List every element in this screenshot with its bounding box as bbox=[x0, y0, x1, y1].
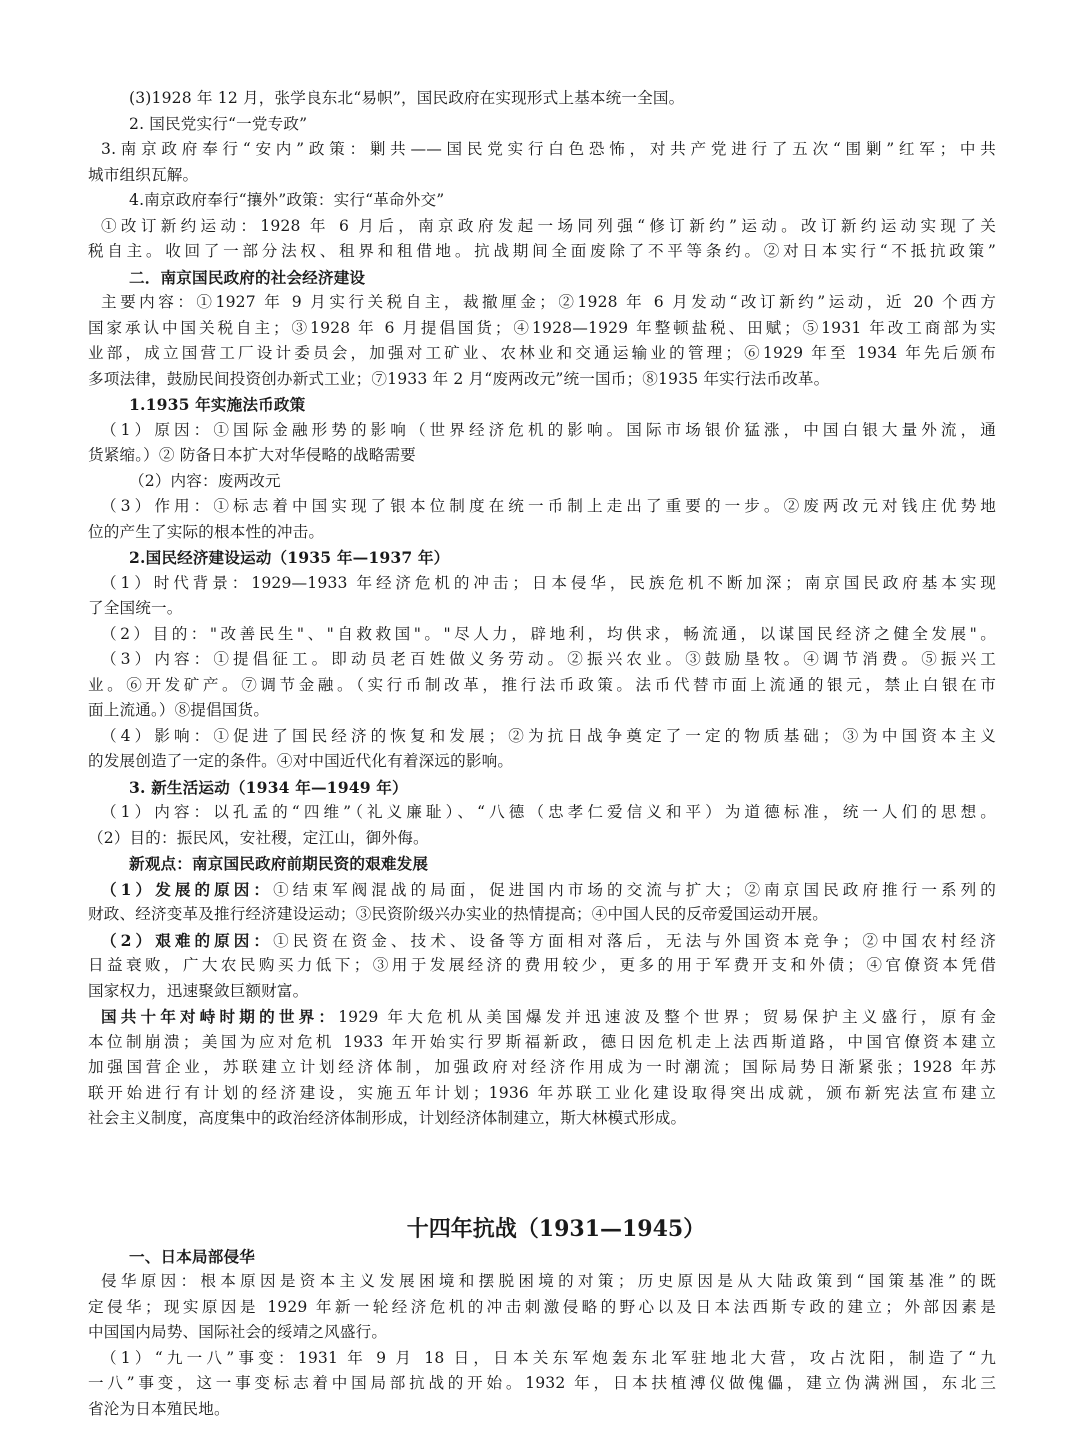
text-line: 2. 国民党实行“一党专政” bbox=[129, 114, 308, 133]
chapter-title: 十四年抗战（1931—1945） bbox=[406, 1215, 706, 1242]
text-line: ①改订新约运动：1928 年 6 月后，南京政府发起一场同列强“修订新约”运动。改订新约运动实现了关 bbox=[101, 216, 996, 235]
text-line: 税自主。收回了一部分法权、租界和租借地。抗战期间全面废除了不平等条约。②对日本实行“不抵抗政策” bbox=[88, 242, 996, 260]
text-line: 中国国内局势、国际社会的绥靖之风盛行。 bbox=[88, 1323, 388, 1341]
text-line: 多项法律，鼓励民间投资创办新式工业；⑦1933 年 2 月“废两改元”统一国币；⑧1935 年实行法币改革。 bbox=[88, 369, 830, 388]
text-line: 国家承认中国关税自主；③1928 年 6 月提倡国货；④1928—1929 年整顿盐税、田赋；⑤1931 年改工商部为实 bbox=[88, 318, 996, 337]
text-line: 货紧缩。）② 防备日本扩大对华侵略的战略需要 bbox=[88, 446, 416, 464]
text-line bbox=[88, 877, 996, 903]
sub-heading: 3. 新生活运动（1934 年—1949 年） bbox=[129, 777, 408, 797]
text-line: （2）目的：振民风，安社稷，定江山，御外侮。 bbox=[88, 828, 429, 847]
text-line: （1）内容：以孔孟的“四维”（礼义廉耻）、“八德（忠孝仁爱信义和平）为道德标准，统一人们的思想。 bbox=[101, 803, 996, 821]
section-gap bbox=[116, 1132, 996, 1214]
text-line: （2）内容：废两改元 bbox=[129, 471, 281, 490]
text-line: 主要内容：①1927 年 9 月实行关税自主，裁撤厘金；②1928 年 6 月发动“改订新约”运动，近 20 个西方 bbox=[101, 293, 996, 311]
text-line: （1）原因：①国际金融形势的影响（世界经济危机的影响。国际市场银价猛涨，中国白银大量外流，通 bbox=[101, 420, 996, 439]
text-line: 本位制崩溃；美国为应对危机 1933 年开始实行罗斯福新政，德日因危机走上法西斯道路，中国官僚资本建立 bbox=[88, 1032, 996, 1051]
sub-heading: 2.国民经济建设运动（1935 年—1937 年） bbox=[129, 548, 450, 567]
text-line: 4.南京政府奉行“攘外”政策：实行“革命外交” bbox=[129, 191, 445, 209]
text-line: （1）时代背景：1929—1933 年经济危机的冲击；日本侵华，民族危机不断加深；南京国民政府基本实现 bbox=[101, 573, 996, 592]
world-label: 国共十年对峙时期的世界： bbox=[101, 1007, 339, 1026]
dev-reason-label: （1）发展的原因： bbox=[101, 879, 274, 899]
text-line: 城市组织瓦解。 bbox=[88, 165, 199, 184]
text-line: （4）影响：①促进了国民经济的恢复和发展；②为抗日战争奠定了一定的物质基础；③为中国资本主义 bbox=[101, 726, 996, 745]
text-line: 国家权力，迅速聚敛巨额财富。 bbox=[88, 981, 309, 1000]
text-line: 联开始进行有计划的经济建设，实施五年计划；1936 年苏联工业化建设取得突出成就，颁布新宪法宣布建立 bbox=[88, 1083, 996, 1102]
text-line: （1）“九一八”事变：1931 年 9 月 18 日，日本关东军炮轰东北军驻地北大营，攻占沈阳，制造了“九 bbox=[101, 1348, 996, 1367]
text-line: 的发展创造了一定的条件。④对中国近代化有着深远的影响。 bbox=[88, 752, 514, 770]
text-line: 侵华原因：根本原因是资本主义发展困境和摆脱困境的对策；历史原因是从大陆政策到“国策基准”的既 bbox=[101, 1272, 996, 1290]
text-line: （3）内容：①提倡征工。即动员老百姓做义务劳动。②振兴农业。③鼓励垦牧。④调节消费。⑤振兴工 bbox=[101, 650, 996, 668]
text-line: 面上流通。）⑧提倡国货。 bbox=[88, 701, 270, 719]
text-line bbox=[88, 1004, 996, 1030]
text-line: 省沦为日本殖民地。 bbox=[88, 1399, 230, 1418]
text-line: 定侵华；现实原因是 1929 年新一轮经济危机的冲击刺激侵略的野心以及日本法西斯专政的建立；外部因素是 bbox=[88, 1297, 996, 1316]
sub-heading: 1.1935 年实施法币政策 bbox=[129, 395, 306, 414]
text-line bbox=[88, 928, 996, 954]
text-line: 一八”事变，这一事变标志着中国局部抗战的开始。1932 年，日本扶植溥仪做傀儡，建立伪满洲国，东北三 bbox=[88, 1374, 996, 1392]
text-line: （2）目的："改善民生"、"自救救国"。"尽人力，辟地利，均供求，畅流通，以谋国民经济之健全发展"。 bbox=[101, 624, 996, 643]
section-heading: 一、日本局部侵华 bbox=[129, 1246, 255, 1266]
text-line: 日益衰败，广大农民购买力低下；③用于发展经济的费用较少，更多的用于军费开支和外债；④官僚资本凭借 bbox=[88, 956, 996, 974]
text-line: 位的产生了实际的根本性的冲击。 bbox=[88, 522, 325, 541]
text-line: 业部，成立国营工厂设计委员会，加强对工矿业、农林业和交通运输业的管理；⑥1929 年至 1934 年先后颁布 bbox=[88, 344, 996, 362]
text-line: 了全国统一。 bbox=[88, 599, 183, 617]
dev-reason-text: ①结束军阀混战的局面，促进国内市场的交流与扩大；②南京国民政府推行一系列的 bbox=[273, 880, 996, 899]
text-line: 财政、经济变革及推行经济建设运动；③民资阶级兴办实业的热情提高；④中国人民的反帝爱国运动开展。 bbox=[88, 905, 828, 923]
world-text: 1929 年大危机从美国爆发并迅速波及整个世界；贸易保护主义盛行，原有金 bbox=[338, 1008, 996, 1026]
text-line: 3.南京政府奉行“安内”政策：剿共——国民党实行白色恐怖，对共产党进行了五次“围剿”红军；中共 bbox=[101, 140, 996, 158]
text-line: 业。⑥开发矿产。⑦调节金融。（实行币制改革，推行法币政策。法币代替市面上流通的银元，禁止白银在市 bbox=[88, 675, 996, 694]
section-heading: 二．南京国民政府的社会经济建设 bbox=[129, 267, 366, 287]
text-line: 加强国营企业，苏联建立计划经济体制，加强政府对经济作用成为一时潮流；国际局势日渐紧张；1928 年苏 bbox=[88, 1058, 996, 1076]
sub-heading: 新观点：南京国民政府前期民资的艰难发展 bbox=[129, 854, 429, 873]
text-line: 社会主义制度，高度集中的政治经济体制形成，计划经济体制建立，斯大林模式形成。 bbox=[88, 1109, 687, 1127]
hard-reason-label: （2）艰难的原因： bbox=[101, 930, 274, 950]
text-line: （3）作用：①标志着中国实现了银本位制度在统一币制上走出了重要的一步。②废两改元对钱庄优势地 bbox=[101, 497, 996, 515]
text-line: (3)1928 年 12 月，张学良东北“易帜”，国民政府在实现形式上基本统一全国。 bbox=[129, 89, 685, 107]
hard-reason-text: ①民资在资金、技术、设备等方面相对落后，无法与外国资本竞争；②中国农村经济 bbox=[273, 931, 996, 950]
